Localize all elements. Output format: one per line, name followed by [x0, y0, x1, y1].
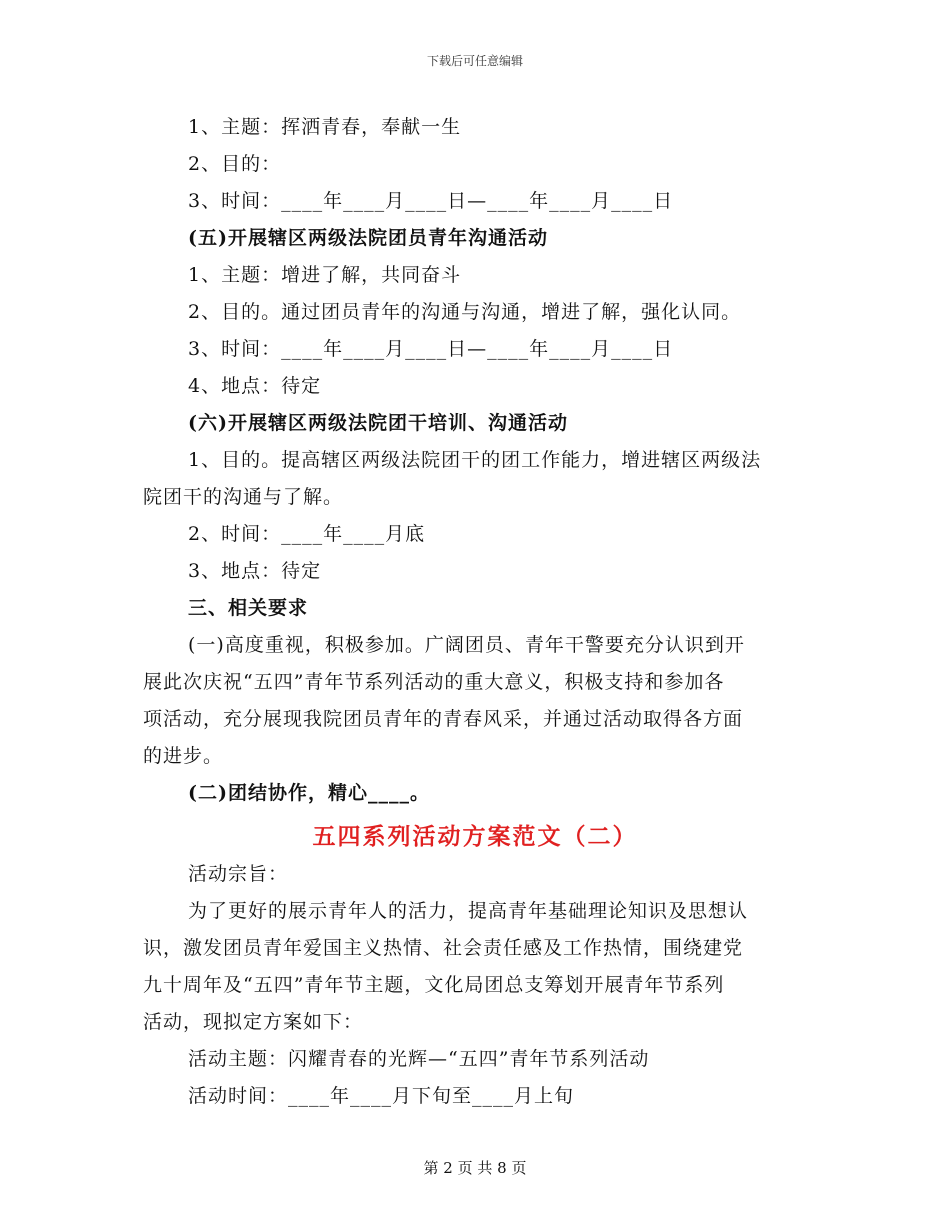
paragraph-continuation: 院团干的沟通与了解。 — [143, 486, 344, 508]
list-item-theme: 1、主题：挥洒青春，奉献一生 — [188, 116, 462, 138]
section-heading-requirements: 三、相关要求 — [188, 597, 309, 619]
paragraph-line: 项活动，充分展现我院团员青年的青春风采，并通过活动取得各方面 — [143, 708, 744, 730]
paragraph-line: 九十周年及“五四”青年节主题，文化局团总支筹划开展青年节系列 — [143, 974, 725, 996]
list-item-purpose: 2、目的： — [188, 153, 282, 175]
paragraph-line: 活动宗旨： — [188, 863, 289, 885]
activity-theme: 活动主题：闪耀青春的光辉—“五四”青年节系列活动 — [188, 1048, 650, 1070]
list-item-purpose: 2、目的。通过团员青年的沟通与沟通，增进了解，强化认同。 — [188, 301, 742, 323]
paragraph-line: 活动，现拟定方案如下： — [143, 1011, 364, 1033]
paragraph-line: 的进步。 — [143, 745, 224, 767]
header-note: 下载后可任意编辑 — [426, 54, 523, 68]
section-heading-5: (五)开展辖区两级法院团员青年沟通活动 — [188, 227, 548, 249]
activity-time: 活动时间：____年____月下旬至____月上旬 — [188, 1085, 575, 1107]
list-item-theme: 1、主题：增进了解，共同奋斗 — [188, 264, 462, 286]
section-heading-6: (六)开展辖区两级法院团干培训、沟通活动 — [188, 412, 568, 434]
list-item-location: 4、地点：待定 — [188, 375, 322, 397]
list-item-time: 3、时间：____年____月____日—____年____月____日 — [188, 338, 674, 360]
section-heading-cooperation: (二)团结协作，精心____。 — [188, 782, 430, 804]
list-item-purpose: 1、目的。提高辖区两级法院团干的团工作能力，增进辖区两级法 — [188, 449, 762, 471]
list-item-location: 3、地点：待定 — [188, 560, 322, 582]
paragraph-line: 展此次庆祝“五四”青年节系列活动的重大意义，积极支持和参加各 — [143, 671, 725, 693]
section-title: 五四系列活动方案范文（二） — [312, 823, 638, 850]
page-footer: 第 2 页 共 8 页 — [423, 1159, 527, 1177]
list-item-time: 2、时间：____年____月底 — [188, 523, 426, 545]
paragraph-line: 为了更好的展示青年人的活力，提高青年基础理论知识及思想认 — [188, 900, 749, 922]
list-item-time: 3、时间：____年____月____日—____年____月____日 — [188, 190, 674, 212]
paragraph-line: 识，激发团员青年爱国主义热情、社会责任感及工作热情，围绕建党 — [143, 937, 744, 959]
paragraph-line: (一)高度重视，积极参加。广阔团员、青年干警要充分认识到开 — [188, 634, 745, 656]
